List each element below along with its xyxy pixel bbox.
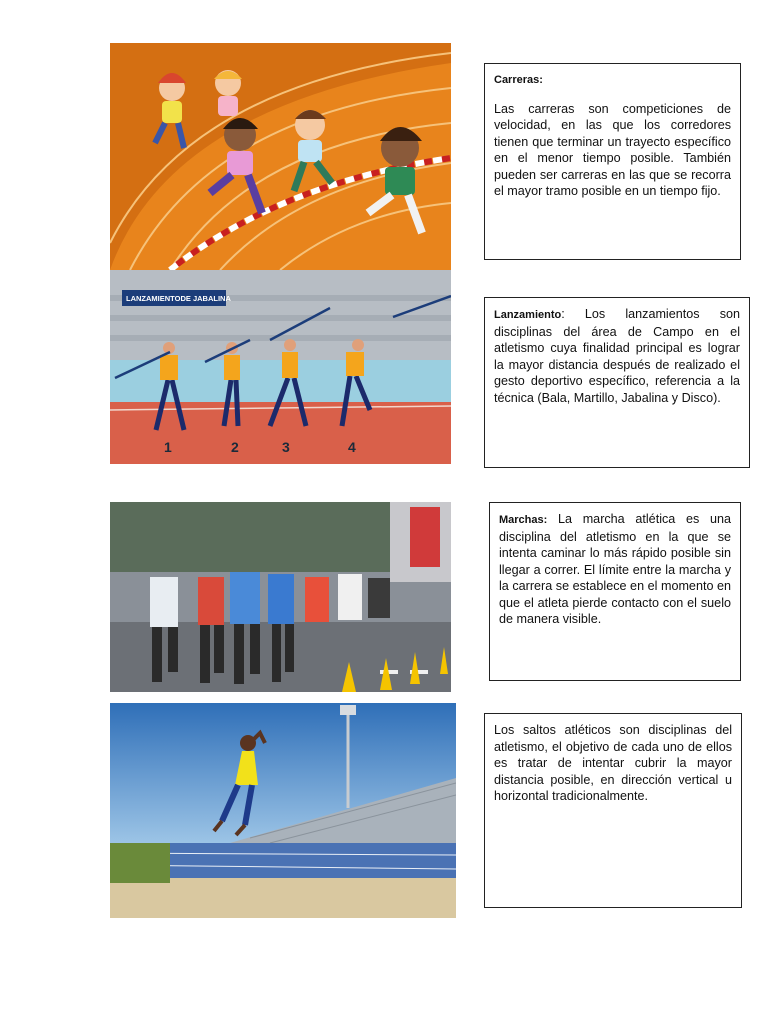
lanzamiento-banner: LANZAMIENTODE JABALINA (126, 294, 231, 303)
step-3: 3 (282, 439, 290, 455)
marchas-image (110, 502, 451, 692)
saltos-text: Los saltos atléticos son disciplinas del atletismo, el objetivo de cada uno de ellos es tratar de intentar cubrir la mayor distancia posible, en dirección vertical u horizontal tradicionalmente. (494, 723, 732, 803)
carreras-box (484, 63, 741, 260)
lanzamiento-text: : Los lanzamientos son disciplinas del área de Campo en el atletismo cuya finalidad principal es lograr la mayor distancia después de realizado el gesto deportivo específico, referencia a la técnica (Bala, Martillo, Jabalina y Disco). (494, 307, 740, 405)
marchas-box (489, 502, 741, 681)
carreras-image (110, 43, 451, 270)
marchas-title: Marchas: (499, 514, 548, 526)
carreras-title: Carreras: (494, 74, 543, 86)
lanzamiento-image (110, 270, 451, 464)
marchas-text: La marcha atlética es una disciplina del atletismo en la que se intenta caminar lo más rápido posible sin llegar a correr. El límite entre la marcha y la carrera se establece en el momento en que el atleta pierde contacto con el suelo de manera visible. (499, 512, 731, 626)
carreras-text: Las carreras son competiciones de velocidad, en las que los corredores tienen que terminar un trayecto específico en el menor tiempo posible. También pueden ser carreras en las que se recorra el mayor tramo posible en un tiempo fijo. (494, 101, 731, 198)
lanzamiento-box (484, 297, 750, 468)
lanzamiento-title: Lanzamiento (494, 309, 562, 321)
saltos-image (110, 703, 456, 918)
step-2: 2 (231, 439, 239, 455)
step-1: 1 (164, 439, 172, 455)
step-4: 4 (348, 439, 356, 455)
saltos-box (484, 713, 742, 908)
